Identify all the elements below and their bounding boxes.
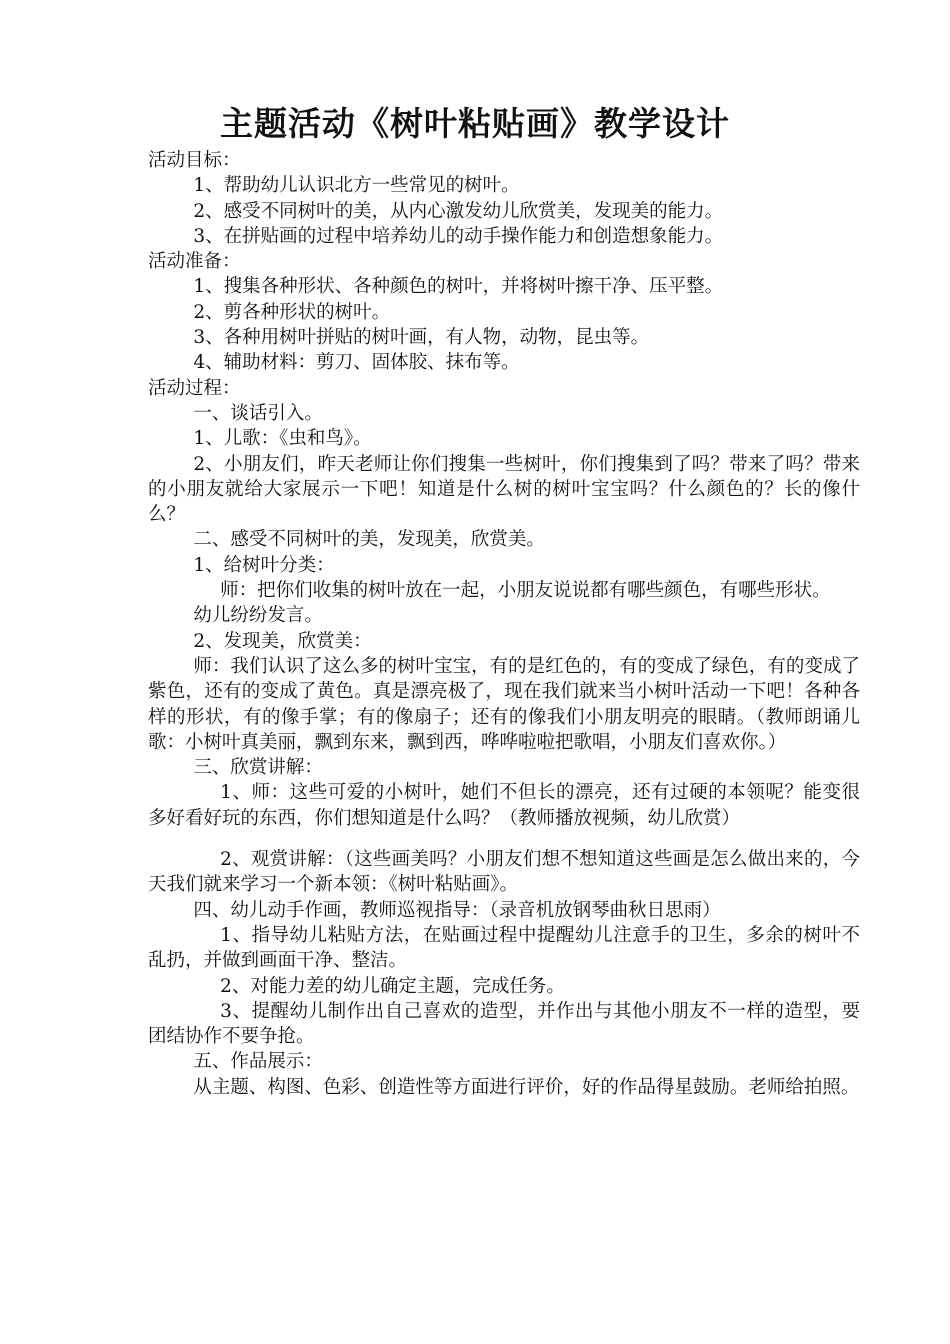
section-heading: 三、欣赏讲解： [193,757,323,779]
paragraph: 2、对能力差的幼儿确定主题，完成任务。 [220,975,565,997]
paragraph: 2、小朋友们，昨天老师让你们搜集一些树叶，你们搜集到了吗？带来了吗？带来的小朋友就给大家展示一下吧！知道是什么树的树叶宝宝吗？什么颜色的？长的像什么？ [148,453,860,526]
paragraph: 1、儿歌：《虫和鸟》。 [193,428,372,450]
document-title: 主题活动《树叶粘贴画》教学设计 [220,104,730,143]
goal-item: 1、帮助幼儿认识北方一些常见的树叶。 [193,175,520,197]
section-heading: 二、感受不同树叶的美，发现美，欣赏美。 [193,529,545,551]
section-heading: 五、作品展示： [193,1051,323,1073]
goal-item: 3、在拼贴画的过程中培养幼儿的动手操作能力和创造想象能力。 [193,225,724,247]
prep-item: 4、辅助材料：剪刀、固体胶、抹布等。 [193,352,520,374]
subsection-heading: 2、发现美，欣赏美： [193,630,372,652]
paragraph: 从主题、构图、色彩、创造性等方面进行评价，好的作品得星鼓励。老师给拍照。 [193,1076,860,1098]
goals-heading: 活动目标： [148,150,241,171]
document-body [148,148,860,1100]
paragraph: 师：我们认识了这么多的树叶宝宝，有的是红色的，有的变成了绿色，有的变成了紫色，还有的变成了黄色。真是漂亮极了，现在我们就来当小树叶活动一下吧！各种各样的形状，有的像手掌；有的像扇子；还有的像我们小朋友明亮的眼睛。（教师朗诵儿歌：小树叶真美丽，飘到东来，飘到西，哗哗啦啦把歌唱，小朋友们喜欢你。） [148,655,860,753]
paragraph: 师：把你们收集的树叶放在一起，小朋友说说都有哪些颜色，有哪些形状。 [220,580,831,602]
paragraph: 幼儿纷纷发言。 [193,605,323,627]
prep-item: 3、各种用树叶拼贴的树叶画，有人物，动物，昆虫等。 [193,327,650,349]
prep-item: 1、搜集各种形状、各种颜色的树叶，并将树叶擦干净、压平整。 [193,276,724,298]
prep-heading: 活动准备： [148,251,241,273]
paragraph: 2、观赏讲解：（这些画美吗？小朋友们想不想知道这些画是怎么做出来的，今天我们就来学习一个新本领：《树叶粘贴画》。 [148,849,860,896]
section-heading: 一、谈话引入。 [193,402,323,424]
paragraph: 1、指导幼儿粘贴方法，在贴画过程中提醒幼儿注意手的卫生，多余的树叶不乱扔，并做到画面干净、整洁。 [148,924,860,972]
goal-item: 2、感受不同树叶的美，从内心激发幼儿欣赏美，发现美的能力。 [193,200,724,222]
process-heading: 活动过程： [148,377,241,399]
paragraph: 3、提醒幼儿制作出自己喜欢的造型，并作出与其他小朋友不一样的造型，要团结协作不要争抢。 [148,1000,860,1048]
subsection-heading: 1、给树叶分类： [193,554,335,576]
prep-item: 2、剪各种形状的树叶。 [193,301,391,323]
section-heading: 四、幼儿动手作画，教师巡视指导：（录音机放钢琴曲秋日思雨） [193,899,721,921]
paragraph: 1、师：这些可爱的小树叶，她们不但长的漂亮，还有过硬的本领呢？能变很多好看好玩的东西，你们想知道是什么吗？（教师播放视频，幼儿欣赏） [148,782,860,829]
